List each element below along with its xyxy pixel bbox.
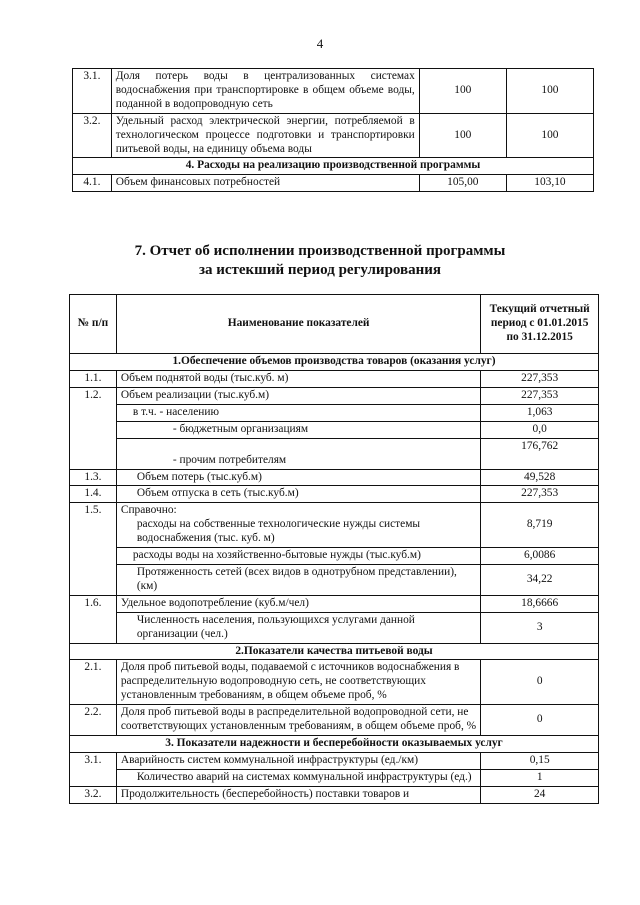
row-text: расходы на собственные технологические нужды системы водоснабжения (тыс. куб. м) xyxy=(136,518,421,545)
table-row xyxy=(73,113,594,158)
row-value: 227,353 xyxy=(481,387,599,404)
table-row xyxy=(70,705,599,736)
row-value: 49,528 xyxy=(481,469,599,486)
table-row xyxy=(70,660,599,705)
continued-table xyxy=(72,68,594,192)
report-table xyxy=(69,294,599,804)
row-number: 1.5. xyxy=(70,503,117,595)
table-row xyxy=(70,503,599,548)
section-title: 4. Расходы на реализацию производственной программы xyxy=(73,158,594,175)
row-name: Удельный расход электрической энергии, потребляемой в технологическом процессе подготовки и транспортировки питьевой воды, на единицу объема воды xyxy=(111,113,419,158)
table-row xyxy=(70,786,599,803)
row-name: в т.ч. - населению xyxy=(116,404,480,421)
table-row xyxy=(70,387,599,404)
row-number: 1.2. xyxy=(70,387,117,469)
row-value: 34,22 xyxy=(481,564,599,595)
row-value: 100 xyxy=(506,69,593,114)
table-row xyxy=(70,486,599,503)
row-value: 0,15 xyxy=(481,752,599,769)
row-number: 3.2. xyxy=(73,113,112,158)
row-name: Удельное водопотребление (куб.м/чел) xyxy=(116,595,480,612)
row-value: 1 xyxy=(481,769,599,786)
row-value: 227,353 xyxy=(481,486,599,503)
row-value: 103,10 xyxy=(506,175,593,192)
row-name: Доля потерь воды в централизованных системах водоснабжения при транспортировке в общем объеме воды, поданной в водопроводную сеть xyxy=(111,69,419,114)
table-row xyxy=(70,370,599,387)
row-name: Объем потерь (тыс.куб.м) xyxy=(116,469,480,486)
row-name: Численность населения, пользующихся услугами данной организации (чел.) xyxy=(116,612,480,643)
row-value: 100 xyxy=(506,113,593,158)
row-value: 0,0 xyxy=(481,421,599,438)
row-name: расходы воды на хозяйственно-бытовые нужды (тыс.куб.м) xyxy=(116,548,480,565)
table-row xyxy=(70,595,599,612)
table-row xyxy=(70,548,599,565)
row-name xyxy=(116,503,480,548)
row-number: 1.1. xyxy=(70,370,117,387)
page-number: 4 xyxy=(316,36,324,51)
row-number: 3.2. xyxy=(70,786,117,803)
table-row xyxy=(70,769,599,786)
row-name: - прочим потребителям xyxy=(116,438,480,469)
row-value: 176,762 xyxy=(481,438,599,469)
row-name: Объем поднятой воды (тыс.куб. м) xyxy=(116,370,480,387)
row-value: 3 xyxy=(481,612,599,643)
section-row xyxy=(73,158,594,175)
heading-line-1: 7. Отчет об исполнении производственной программы xyxy=(134,243,506,259)
table-row xyxy=(70,612,599,643)
table-row xyxy=(73,69,594,114)
row-value: 1,063 xyxy=(481,404,599,421)
row-value: 8,719 xyxy=(481,503,599,548)
table-row xyxy=(73,175,594,192)
row-name: Объем отпуска в сеть (тыс.куб.м) xyxy=(116,486,480,503)
row-name: - бюджетным организациям xyxy=(116,421,480,438)
row-name: Аварийность систем коммунальной инфраструктуры (ед./км) xyxy=(116,752,480,769)
header-number: № п/п xyxy=(70,295,117,354)
section-title: 1.Обеспечение объемов производства товаров (оказания услуг) xyxy=(70,354,599,371)
row-name: Протяженность сетей (всех видов в однотрубном представлении), (км) xyxy=(116,564,480,595)
row-number: 1.4. xyxy=(70,486,117,503)
section-title: 3. Показатели надежности и бесперебойности оказываемых услуг xyxy=(70,735,599,752)
table-row xyxy=(70,421,599,438)
section-heading xyxy=(0,242,640,280)
row-number: 1.3. xyxy=(70,469,117,486)
reference-label: Справочно: xyxy=(120,504,177,517)
row-value: 100 xyxy=(419,69,506,114)
row-value: 18,6666 xyxy=(481,595,599,612)
row-number: 1.6. xyxy=(70,595,117,643)
row-value: 105,00 xyxy=(419,175,506,192)
table-row xyxy=(70,469,599,486)
row-value: 0 xyxy=(481,705,599,736)
row-number: 3.1. xyxy=(73,69,112,114)
section-row xyxy=(70,643,599,660)
section-title: 2.Показатели качества питьевой воды xyxy=(70,643,599,660)
header-row xyxy=(70,295,599,354)
row-name: Количество аварий на системах коммунальной инфраструктуры (ед.) xyxy=(116,769,480,786)
row-value: 24 xyxy=(481,786,599,803)
section-row xyxy=(70,735,599,752)
header-period: Текущий отчетный период с 01.01.2015 по 31.12.2015 xyxy=(481,295,599,354)
section-row xyxy=(70,354,599,371)
row-value: 6,0086 xyxy=(481,548,599,565)
row-number: 4.1. xyxy=(73,175,112,192)
row-number: 3.1. xyxy=(70,752,117,786)
table-row xyxy=(70,752,599,769)
row-value: 0 xyxy=(481,660,599,705)
row-name: Объем финансовых потребностей xyxy=(111,175,419,192)
header-name: Наименование показателей xyxy=(116,295,480,354)
heading-line-2: за истекший период регулирования xyxy=(198,261,442,278)
table-row xyxy=(70,438,599,469)
row-name: Продолжительность (бесперебойность) поставки товаров и xyxy=(116,786,480,803)
row-name: Доля проб питьевой воды в распределительной водопроводной сети, не соответствующих установленным требованиям, в общем объеме проб, % xyxy=(116,705,480,736)
table-row xyxy=(70,564,599,595)
row-name: Объем реализации (тыс.куб.м) xyxy=(116,387,480,404)
row-number: 2.1. xyxy=(70,660,117,705)
row-value: 227,353 xyxy=(481,370,599,387)
table-row xyxy=(70,404,599,421)
row-name: Доля проб питьевой воды, подаваемой с источников водоснабжения в распределительную водопроводную сеть, не соответствующих установленным требованиям, в общем объеме проб, % xyxy=(116,660,480,705)
row-value: 100 xyxy=(419,113,506,158)
row-number: 2.2. xyxy=(70,705,117,736)
